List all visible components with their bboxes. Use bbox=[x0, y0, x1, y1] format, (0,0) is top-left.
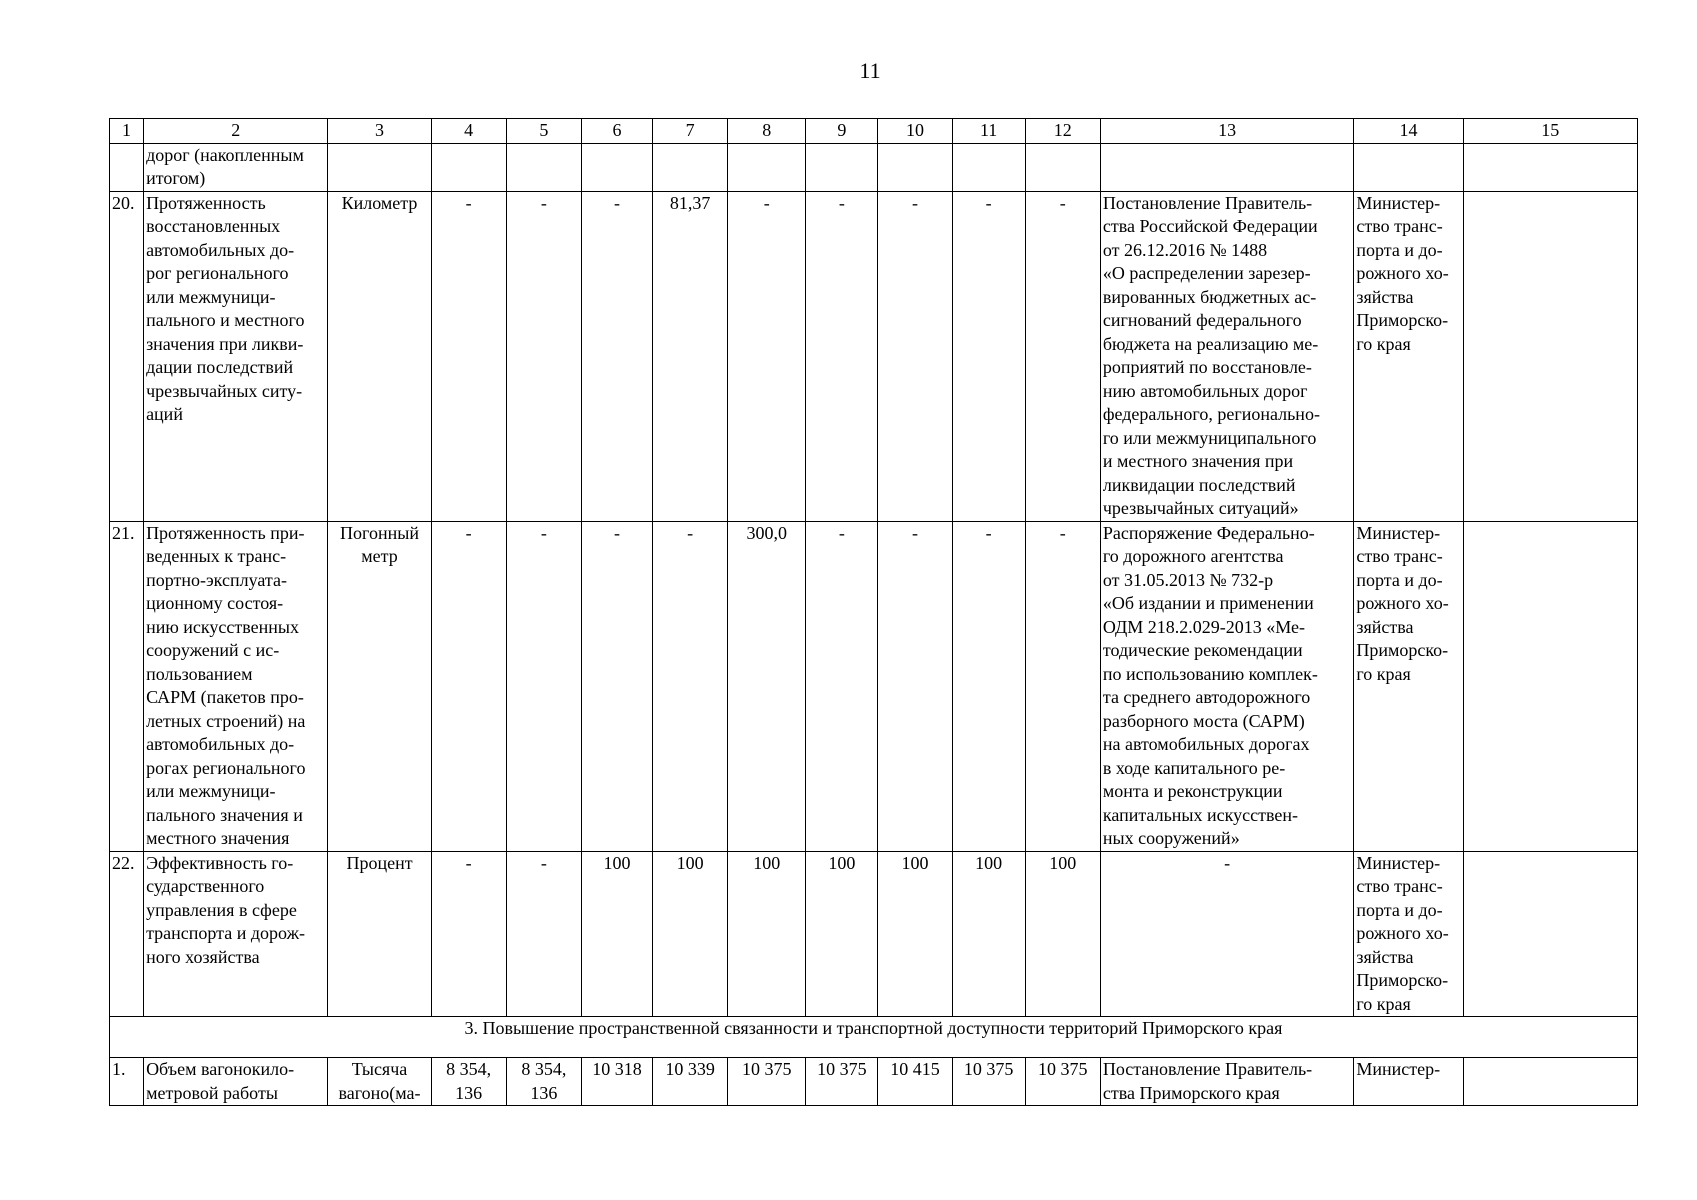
responsible-body bbox=[1354, 1058, 1463, 1106]
page-number: 11 bbox=[859, 58, 881, 83]
legal-basis bbox=[1100, 1058, 1353, 1106]
indicator-name-line: ного хозяйства bbox=[146, 946, 260, 967]
indicator-name-line: пального и местного bbox=[146, 310, 305, 330]
value-cell: 8 354, 136 bbox=[431, 1058, 506, 1106]
unit-line: метр bbox=[361, 546, 398, 566]
responsible-body-line: Министер- bbox=[1356, 852, 1441, 873]
legal-basis bbox=[1100, 191, 1353, 521]
legal-basis-line: в ходе капитального ре- bbox=[1102, 757, 1286, 778]
indicator-name-line: транспорта и дорож- bbox=[146, 923, 306, 943]
legal-basis-line: бюджета на реализацию ме- bbox=[1102, 333, 1319, 354]
value-cell: - bbox=[581, 191, 652, 521]
empty-cell bbox=[1100, 143, 1353, 191]
indicator-name-line: рогах регионального bbox=[146, 757, 306, 778]
responsible-body-line: го края bbox=[1356, 993, 1411, 1014]
legal-basis-line: ликвидации последствий bbox=[1102, 474, 1296, 495]
value-cell: 10 375 bbox=[1025, 1058, 1100, 1106]
responsible-body-line: зяйства bbox=[1356, 946, 1414, 967]
value-cell: 10 375 bbox=[806, 1058, 878, 1106]
empty-cell bbox=[1025, 143, 1100, 191]
indicator-name-line: управления в сфере bbox=[146, 899, 297, 920]
empty-cell bbox=[1354, 143, 1463, 191]
section-title: 3. Повышение пространственной связанности и транспортной доступности территорий Приморского края bbox=[110, 1017, 1638, 1058]
indicator-name-line: портно-эксплуата- bbox=[146, 569, 287, 590]
indicator-name-line: метровой работы bbox=[146, 1082, 278, 1103]
legal-basis-line: «Об издании и применении bbox=[1102, 593, 1314, 613]
value-cell: - bbox=[431, 851, 506, 1017]
column-number: 10 bbox=[878, 119, 952, 144]
value-cell: - bbox=[878, 521, 952, 851]
legal-basis bbox=[1100, 521, 1353, 851]
legal-basis-line: ных сооружений» bbox=[1102, 828, 1240, 848]
value-cell: - bbox=[878, 191, 952, 521]
value-cell: - bbox=[653, 521, 728, 851]
indicator-name-line: автомобильных до- bbox=[146, 239, 295, 260]
column-number: 12 bbox=[1025, 119, 1100, 144]
legal-basis-line: тодические рекомендации bbox=[1102, 640, 1303, 660]
value-cell: 10 318 bbox=[581, 1058, 652, 1106]
legal-basis-line: - bbox=[1224, 852, 1231, 873]
unit bbox=[328, 1058, 431, 1106]
responsible-body-line: зяйства bbox=[1356, 616, 1414, 637]
empty-cell bbox=[1463, 851, 1637, 1017]
table-row bbox=[110, 191, 1638, 521]
responsible-body-line: порта и до- bbox=[1356, 569, 1443, 590]
value-cell: 10 415 bbox=[878, 1058, 952, 1106]
section-row bbox=[110, 1017, 1638, 1058]
value-cell: - bbox=[952, 191, 1025, 521]
unit-line: Погонный bbox=[340, 522, 419, 543]
value-cell: - bbox=[506, 851, 581, 1017]
empty-cell bbox=[1463, 191, 1637, 521]
value-cell: - bbox=[952, 521, 1025, 851]
legal-basis-line: федерального, регионально- bbox=[1102, 404, 1320, 424]
responsible-body bbox=[1354, 191, 1463, 521]
value-cell: - bbox=[506, 521, 581, 851]
value-cell: - bbox=[506, 191, 581, 521]
value-cell: 100 bbox=[1025, 851, 1100, 1017]
value-cell: 100 bbox=[728, 851, 806, 1017]
indicator-name-line: летных строений) на bbox=[146, 710, 306, 731]
legal-basis-line: ства Приморского края bbox=[1102, 1082, 1280, 1103]
indicator-name-line: Объем вагонокило- bbox=[146, 1059, 295, 1079]
legal-basis-line: вированных бюджетных ас- bbox=[1102, 286, 1317, 307]
legal-basis-line: и местного значения при bbox=[1102, 451, 1294, 471]
responsible-body-line: Министер- bbox=[1356, 1059, 1441, 1079]
column-number: 9 bbox=[806, 119, 878, 144]
column-number: 1 bbox=[110, 119, 144, 144]
indicator-name-line: ционному состоя- bbox=[146, 593, 284, 613]
column-number: 5 bbox=[506, 119, 581, 144]
indicator-name-line: сударственного bbox=[146, 876, 265, 896]
indicator-name-line: пользованием bbox=[146, 663, 253, 684]
indicator-name-line: веденных к транс- bbox=[146, 546, 287, 566]
indicator-name-line: аций bbox=[146, 404, 183, 424]
table-body bbox=[110, 119, 1638, 1106]
responsible-body-line: порта и до- bbox=[1356, 239, 1443, 260]
legal-basis-line: Постановление Правитель- bbox=[1102, 1059, 1313, 1079]
value-cell: 100 bbox=[581, 851, 652, 1017]
responsible-body bbox=[1354, 851, 1463, 1017]
column-number: 2 bbox=[144, 119, 328, 144]
responsible-body-line: Министер- bbox=[1356, 192, 1441, 213]
unit bbox=[328, 521, 431, 851]
legal-basis-line: Распоряжение Федерально- bbox=[1102, 522, 1315, 543]
value-cell: 10 375 bbox=[952, 1058, 1025, 1106]
indicator-name bbox=[144, 521, 328, 851]
empty-cell bbox=[1463, 1058, 1637, 1106]
legal-basis-line: ства Российской Федерации bbox=[1102, 216, 1318, 236]
row-number: 22. bbox=[110, 851, 144, 1017]
value-cell: 10 375 bbox=[728, 1058, 806, 1106]
responsible-body bbox=[1354, 521, 1463, 851]
value-cell: - bbox=[431, 521, 506, 851]
value-cell: - bbox=[581, 521, 652, 851]
indicator-name bbox=[144, 851, 328, 1017]
value-cell: 100 bbox=[806, 851, 878, 1017]
value-cell: - bbox=[806, 191, 878, 521]
value-cell: 10 339 bbox=[653, 1058, 728, 1106]
table-row bbox=[110, 851, 1638, 1017]
value-cell: 300,0 bbox=[728, 521, 806, 851]
value-cell: - bbox=[1025, 521, 1100, 851]
column-number: 6 bbox=[581, 119, 652, 144]
empty-cell bbox=[506, 143, 581, 191]
value-cell: 81,37 bbox=[653, 191, 728, 521]
column-number: 13 bbox=[1100, 119, 1353, 144]
responsible-body-line: го края bbox=[1356, 333, 1411, 354]
column-number-row bbox=[110, 119, 1638, 144]
value-cell: - bbox=[431, 191, 506, 521]
column-number: 11 bbox=[952, 119, 1025, 144]
indicator-name-line: или межмуници- bbox=[146, 286, 276, 307]
unit-line: Километр bbox=[341, 192, 418, 213]
indicator-name bbox=[144, 1058, 328, 1106]
table-row bbox=[110, 143, 1638, 191]
legal-basis-line: сигнований федерального bbox=[1102, 310, 1302, 330]
empty-cell bbox=[653, 143, 728, 191]
legal-basis-line: роприятий по восстановле- bbox=[1102, 357, 1312, 377]
empty-cell bbox=[431, 143, 506, 191]
empty-cell bbox=[581, 143, 652, 191]
column-number: 15 bbox=[1463, 119, 1637, 144]
unit-line: вагоно(ма- bbox=[338, 1082, 421, 1103]
responsible-body-line: го края bbox=[1356, 663, 1411, 684]
empty-cell bbox=[1463, 521, 1637, 851]
legal-basis bbox=[1100, 851, 1353, 1017]
legal-basis-line: от 26.12.2016 № 1488 bbox=[1102, 239, 1268, 260]
column-number: 7 bbox=[653, 119, 728, 144]
indicator-name-line: нию искусственных bbox=[146, 616, 299, 637]
indicator-name-line: Эффективность го- bbox=[146, 852, 294, 873]
indicator-name bbox=[144, 191, 328, 521]
legal-basis-line: разборного моста (САРМ) bbox=[1102, 710, 1305, 731]
indicator-name-line: чрезвычайных ситу- bbox=[146, 380, 303, 401]
column-number: 8 bbox=[728, 119, 806, 144]
value-cell: 100 bbox=[952, 851, 1025, 1017]
value-cell: 8 354, 136 bbox=[506, 1058, 581, 1106]
responsible-body-line: рожного хо- bbox=[1356, 593, 1449, 613]
indicator-name-line: автомобильных до- bbox=[146, 734, 295, 754]
legal-basis-line: монта и реконструкции bbox=[1102, 781, 1283, 801]
indicator-name-line: САРМ (пакетов про- bbox=[146, 687, 304, 707]
indicator-name-line: местного значения bbox=[146, 828, 290, 848]
value-cell: - bbox=[728, 191, 806, 521]
column-number: 14 bbox=[1354, 119, 1463, 144]
legal-basis-line: чрезвычайных ситуаций» bbox=[1102, 498, 1299, 518]
indicator-name-line: значения при ликви- bbox=[146, 333, 304, 354]
responsible-body-line: Приморско- bbox=[1356, 970, 1449, 990]
row-number: 20. bbox=[110, 191, 144, 521]
indicator-name-line: итогом) bbox=[146, 168, 206, 188]
responsible-body-line: ство транс- bbox=[1356, 546, 1443, 566]
value-cell: - bbox=[806, 521, 878, 851]
legal-basis-line: капитальных искусствен- bbox=[1102, 804, 1298, 825]
indicator-name-line: восстановленных bbox=[146, 216, 281, 236]
indicator-name-line: пального значения и bbox=[146, 804, 303, 825]
unit bbox=[328, 851, 431, 1017]
responsible-body-line: ство транс- bbox=[1356, 876, 1443, 896]
legal-basis-line: ОДМ 218.2.029-2013 «Ме- bbox=[1102, 616, 1305, 637]
empty-cell bbox=[952, 143, 1025, 191]
legal-basis-line: Постановление Правитель- bbox=[1102, 192, 1313, 213]
responsible-body-line: порта и до- bbox=[1356, 899, 1443, 920]
row-number bbox=[110, 143, 144, 191]
column-number: 3 bbox=[328, 119, 431, 144]
legal-basis-line: от 31.05.2013 № 732-р bbox=[1102, 569, 1274, 590]
unit-line: Процент bbox=[346, 852, 413, 873]
legal-basis-line: та среднего автодорожного bbox=[1102, 687, 1311, 707]
legal-basis-line: на автомобильных дорогах bbox=[1102, 734, 1310, 754]
value-cell: - bbox=[1025, 191, 1100, 521]
legal-basis-line: нию автомобильных дорог bbox=[1102, 380, 1308, 401]
responsible-body-line: рожного хо- bbox=[1356, 263, 1449, 283]
legal-basis-line: «О распределении зарезер- bbox=[1102, 263, 1311, 283]
indicator-name-line: дорог (накопленным bbox=[146, 144, 304, 165]
value-cell: 100 bbox=[653, 851, 728, 1017]
legal-basis-line: го дорожного агентства bbox=[1102, 546, 1284, 566]
indicator-name-line: рог регионального bbox=[146, 263, 289, 283]
indicators-table bbox=[109, 118, 1638, 1106]
legal-basis-line: го или межмуниципального bbox=[1102, 427, 1317, 448]
responsible-body-line: Министер- bbox=[1356, 522, 1441, 543]
table-row bbox=[110, 521, 1638, 851]
value-cell: 100 bbox=[878, 851, 952, 1017]
responsible-body-line: ство транс- bbox=[1356, 216, 1443, 236]
indicator-name-line: или межмуници- bbox=[146, 781, 276, 801]
responsible-body-line: зяйства bbox=[1356, 286, 1414, 307]
empty-cell bbox=[728, 143, 806, 191]
empty-cell bbox=[806, 143, 878, 191]
responsible-body-line: Приморско- bbox=[1356, 640, 1449, 660]
empty-cell bbox=[1463, 143, 1637, 191]
unit-line: Тысяча bbox=[351, 1059, 408, 1079]
indicator-name-line: Протяженность bbox=[146, 192, 266, 213]
indicator-name-line: Протяженность при- bbox=[146, 522, 305, 543]
responsible-body-line: Приморско- bbox=[1356, 310, 1449, 330]
responsible-body-line: рожного хо- bbox=[1356, 923, 1449, 943]
legal-basis-line: по использованию комплек- bbox=[1102, 663, 1318, 684]
column-number: 4 bbox=[431, 119, 506, 144]
empty-cell bbox=[328, 143, 431, 191]
row-number: 1. bbox=[110, 1058, 144, 1106]
indicator-name-line: дации последствий bbox=[146, 357, 294, 377]
row-number: 21. bbox=[110, 521, 144, 851]
indicator-name-line: сооружений с ис- bbox=[146, 640, 280, 660]
indicator-name bbox=[144, 143, 328, 191]
empty-cell bbox=[878, 143, 952, 191]
table-row bbox=[110, 1058, 1638, 1106]
unit bbox=[328, 191, 431, 521]
